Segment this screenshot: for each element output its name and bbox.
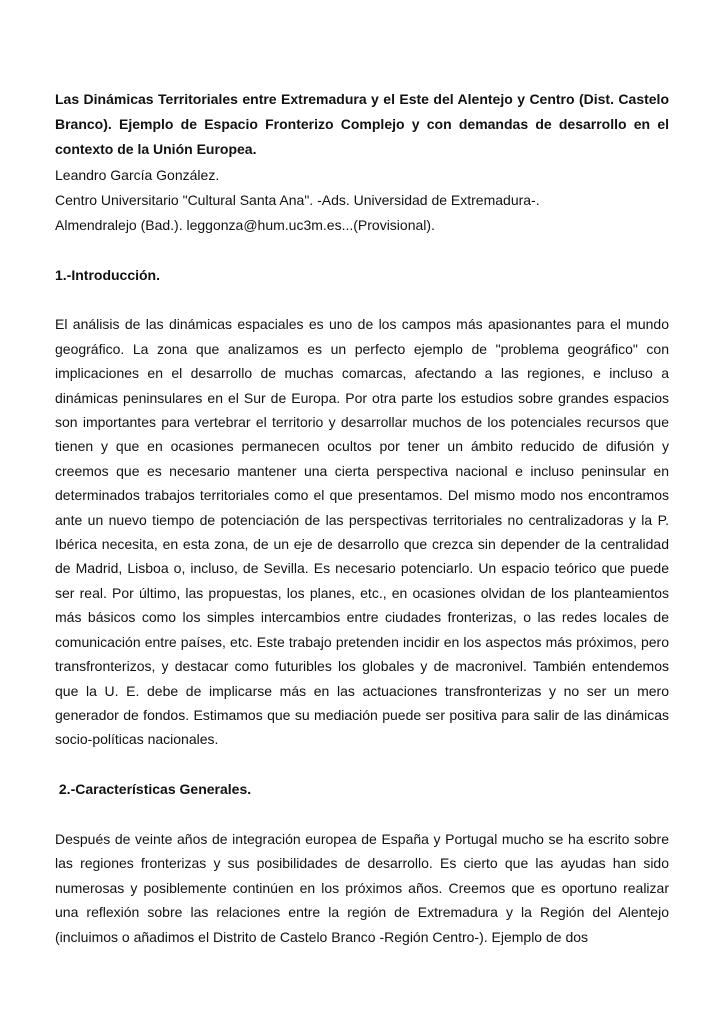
author-name: Leandro García González. [55, 166, 220, 183]
paper-title: Las Dinámicas Territoriales entre Extremadura y el Este del Alentejo y Centro (Dist. Castelo Branco). Ejemplo de Espacio Fronterizo Complejo y con demandas de desarrollo en el contexto de la Unión Europea. [55, 91, 669, 158]
section-heading-caracteristicas: 2.-Características Generales. [55, 780, 252, 797]
section-paragraph-caracteristicas: Después de veinte años de integración europea de España y Portugal mucho se ha escrito sobre las regiones fronterizas y sus posibilidades de desarrollo. Es cierto que las ayudas han sido numerosas y posiblemente continúen en los próximos años. Creemos que es oportuno realizar una reflexión sobre las relaciones entre la región de Extremadura y la Región del Alentejo (incluimos o añadimos el Distrito de Castelo Branco -Región Centro-). Ejemplo de dos [55, 830, 669, 945]
author-affiliation: Centro Universitario "Cultural Santa Ana". -Ads. Universidad de Extremadura-. [55, 191, 540, 208]
document-page [55, 87, 669, 949]
author-location-email: Almendralejo (Bad.). leggonza@hum.uc3m.es...(Provisional). [55, 217, 435, 234]
section-heading-introduccion: 1.-Introducción. [55, 267, 160, 284]
section-paragraph-introduccion: El análisis de las dinámicas espaciales es uno de los campos más apasionantes para el mundo geográfico. La zona que analizamos es un perfecto ejemplo de "problema geográfico" con implicaciones en el desarrollo de muchas comarcas, afectando a las regiones, e incluso a dinámicas peninsulares en el Sur de Europa. Por otra parte los estudios sobre grandes espacios son importantes para vertebrar el territorio y desarrollar muchos de los potenciales recursos que tienen y que en ocasiones permanecen ocultos por tener un ámbito reducido de difusión y creemos que es necesario mantener una cierta perspectiva nacional e incluso peninsular en determinados trabajos territoriales como el que presentamos. Del mismo modo nos encontramos ante un nuevo tiempo de potenciación de las perspectivas territoriales no centralizadoras y la P. Ibérica necesita, en esta zona, de un eje de desarrollo que crezca sin depender de la centralidad de Madrid, Lisboa o, incluso, de Sevilla. Es necesario potenciarlo. Un espacio teórico que puede ser real. Por último, las propuestas, los planes, etc., en ocasiones olvidan de los planteamientos más básicos como los simples intercambios entre ciudades fronterizas, o las redes locales de comunicación entre países, etc. Este trabajo pretenden incidir en los aspectos más próximos, pero transfronterizos, y destacar como futuribles los globales y de macronivel. También entendemos que la U. E. debe de implicarse más en las actuaciones transfronterizas y no ser un mero generador de fondos. Estimamos que su mediación puede ser positiva para salir de las dinámicas socio-políticas nacionales. [55, 316, 669, 748]
